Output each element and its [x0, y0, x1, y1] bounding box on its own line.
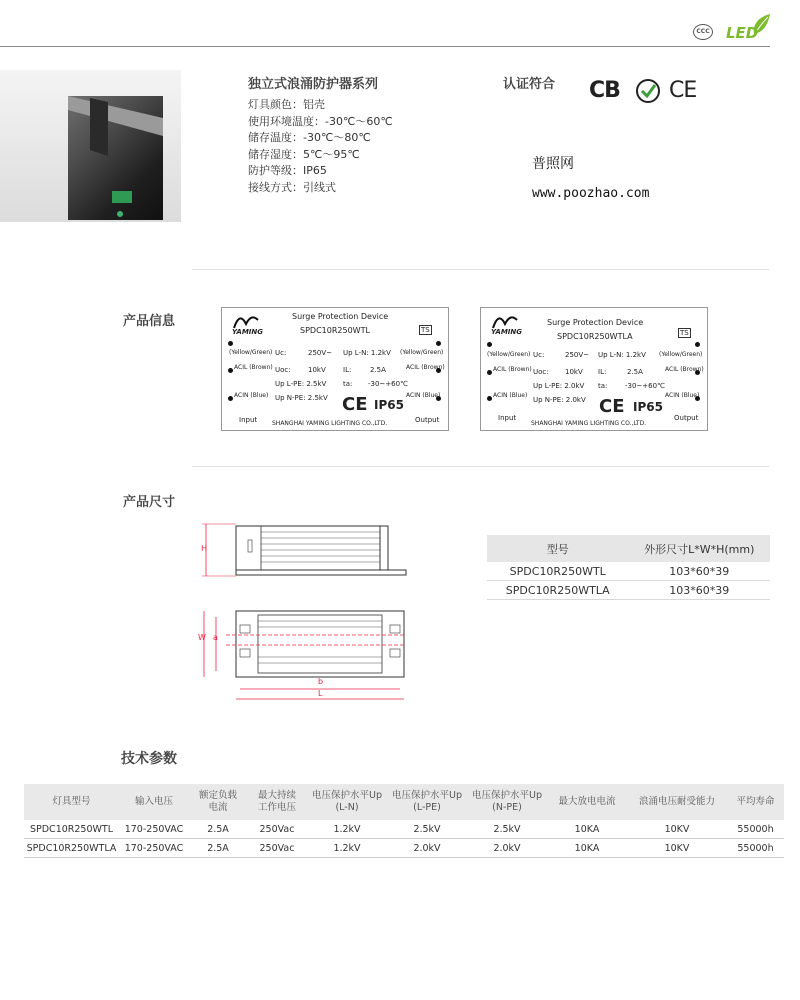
table-header: [189, 784, 247, 820]
header-line: 额定负载: [198, 790, 237, 801]
label-up-lpe: Up L-PE: 2.0kV: [533, 382, 585, 390]
label-il: IL:: [343, 366, 352, 374]
product-photo: [0, 70, 181, 222]
label-up-ln: Up L-N: 1.2kV: [598, 351, 646, 359]
table-row: [24, 820, 784, 839]
tech-params-title: 技术参数: [121, 751, 177, 767]
header-line: 电压保护水平Up: [392, 790, 462, 801]
header-line: 灯具型号: [52, 796, 91, 807]
table-header: [627, 784, 727, 820]
label-uc: Uc:: [533, 351, 545, 359]
ccc-mark: CCC: [693, 24, 713, 40]
led-logo: [724, 12, 772, 44]
ce-mark: CE: [669, 78, 697, 103]
certification-title: 认证符合: [503, 77, 556, 92]
header-line: 工作电压: [257, 802, 296, 813]
watermark-name: 普照网: [532, 156, 574, 172]
watermark-url: www.poozhao.com: [532, 186, 650, 201]
table-cell: SPDC10R250WTLA: [24, 839, 119, 858]
pin-dot: [228, 368, 233, 373]
table-row: [487, 581, 770, 600]
dim-l-label: L: [318, 689, 323, 698]
label-ce: CE: [599, 396, 625, 417]
label-brand: YAMING: [491, 328, 522, 336]
label-uoc: Uoc:: [275, 366, 291, 374]
table-cell: 10KA: [547, 820, 627, 839]
spec-operating-temp: 使用环境温度：-30℃～60℃: [248, 114, 393, 128]
table-cell: 103*60*39: [629, 581, 771, 600]
table-cell: 55000h: [727, 820, 784, 839]
label-output: Output: [415, 416, 440, 424]
label-ta-value: -30~+60℃: [368, 380, 408, 388]
table-header: 型号: [487, 535, 629, 562]
label-pin: ACIN (Blue): [234, 392, 269, 399]
table-header: [307, 784, 387, 820]
product-label-wtl: [221, 307, 449, 431]
cb-mark: CB: [589, 78, 620, 103]
table-cell: 2.0kV: [467, 839, 547, 858]
label-ta: ta:: [598, 382, 608, 390]
pin-dot: [228, 396, 233, 401]
table-header: [467, 784, 547, 820]
label-up-lpe: Up L-PE: 2.5kV: [275, 380, 327, 388]
label-title: Surge Protection Device: [547, 318, 644, 327]
header-line: 最大持续: [257, 790, 296, 801]
label-pin: ACIN (Blue): [406, 392, 441, 399]
dimensions-title: 产品尺寸: [123, 495, 176, 510]
table-cell: 55000h: [727, 839, 784, 858]
dim-a-label: a: [213, 633, 218, 642]
header-line: (L-PE): [413, 802, 441, 813]
table-cell: 2.0kV: [387, 839, 467, 858]
header-line: 输入电压: [134, 796, 173, 807]
header-line: (L-N): [335, 802, 359, 813]
label-ts: TS: [421, 326, 430, 334]
label-input: Input: [239, 416, 258, 424]
label-pin: (Yellow/Green): [400, 349, 444, 356]
table-cell: 170-250VAC: [119, 839, 189, 858]
label-ce: CE: [342, 394, 368, 415]
pin-dot: [487, 342, 492, 347]
header-line: (N-PE): [492, 802, 522, 813]
table-header: [547, 784, 627, 820]
label-pin: ACIL (Brown): [493, 366, 532, 373]
spec-storage-temp: 储存温度：-30℃～80℃: [248, 131, 371, 144]
label-pin: ACIN (Blue): [665, 392, 700, 399]
table-row: [487, 562, 770, 581]
pin-dot: [487, 396, 492, 401]
label-maker: SHANGHAI YAMING LIGHTING CO.,LTD.: [531, 420, 647, 427]
label-up-ln: Up L-N: 1.2kV: [343, 349, 391, 357]
table-cell: SPDC10R250WTLA: [487, 581, 629, 600]
table-cell: 2.5A: [189, 820, 247, 839]
spec-shell-color: 灯具颜色：铝壳: [248, 98, 325, 111]
label-output: Output: [674, 414, 699, 422]
label-uc-value: 250V~: [565, 351, 590, 359]
table-header: 外形尺寸L*W*H(mm): [629, 535, 771, 562]
table-cell: 2.5kV: [387, 820, 467, 839]
header-divider: [0, 46, 770, 47]
label-il-value: 2.5A: [627, 368, 643, 376]
header-line: 电流: [208, 802, 228, 813]
dimension-table: [487, 535, 770, 600]
table-cell: 10KV: [627, 820, 727, 839]
section-divider: [192, 466, 769, 467]
label-uc: Uc:: [275, 349, 287, 357]
label-ip: IP65: [633, 400, 663, 414]
label-up-npe: Up N-PE: 2.5kV: [275, 394, 328, 402]
label-ta-value: -30~+60℃: [625, 382, 665, 390]
table-header: [119, 784, 189, 820]
section-divider: [192, 269, 769, 270]
check-mark-icon: [635, 78, 661, 104]
table-cell: 250Vac: [247, 839, 307, 858]
dim-b-label: b: [318, 677, 324, 686]
label-pin: ACIL (Brown): [665, 366, 704, 373]
label-pin: ACIL (Brown): [406, 364, 445, 371]
table-cell: 103*60*39: [629, 562, 771, 581]
table-header: [387, 784, 467, 820]
table-header-row: [487, 535, 770, 562]
table-header-row: [24, 784, 784, 820]
label-model: SPDC10R250WTLA: [557, 332, 633, 341]
label-uoc-value: 10kV: [308, 366, 326, 374]
table-cell: SPDC10R250WTL: [487, 562, 629, 581]
table-cell: 2.5A: [189, 839, 247, 858]
spec-protection-grade: 防护等级：IP65: [248, 164, 327, 177]
header-line: 最大放电电流: [558, 796, 616, 807]
label-il: IL:: [598, 368, 607, 376]
table-cell: 170-250VAC: [119, 820, 189, 839]
product-info-title: 产品信息: [123, 314, 176, 329]
header-line: 浪涌电压耐受能力: [638, 796, 715, 807]
surge-protector-image: [68, 96, 163, 220]
pin-dot: [436, 341, 441, 346]
table-cell: 10KV: [627, 839, 727, 858]
table-cell: 250Vac: [247, 820, 307, 839]
label-input: Input: [498, 414, 517, 422]
label-ta: ta:: [343, 380, 353, 388]
led-logo-text: LED: [726, 24, 759, 42]
table-cell: 1.2kV: [307, 839, 387, 858]
label-uc-value: 250V~: [308, 349, 333, 357]
spec-list: [248, 97, 393, 196]
label-title: Surge Protection Device: [292, 312, 389, 321]
label-model: SPDC10R250WTL: [300, 326, 370, 335]
product-label-wtla: [480, 307, 708, 431]
table-cell: 1.2kV: [307, 820, 387, 839]
label-ts: TS: [680, 329, 689, 337]
table-row: [24, 839, 784, 858]
series-title: 独立式浪涌防护器系列: [248, 77, 379, 92]
dim-h-label: H: [201, 544, 208, 553]
header-line: 电压保护水平Up: [472, 790, 542, 801]
spec-wiring: 接线方式：引线式: [248, 180, 336, 194]
spec-storage-humidity: 储存湿度：5℃～95℃: [248, 147, 360, 161]
header-line: 电压保护水平Up: [312, 790, 382, 801]
label-pin: ACIL (Brown): [234, 364, 273, 371]
label-ip: IP65: [374, 398, 404, 412]
pin-dot: [487, 370, 492, 375]
top-view-drawing: [196, 605, 411, 700]
header-line: 平均寿命: [736, 796, 775, 807]
label-pin: (Yellow/Green): [487, 351, 531, 358]
label-maker: SHANGHAI YAMING LIGHTING CO.,LTD.: [272, 420, 388, 427]
pin-dot: [695, 342, 700, 347]
side-view-drawing: [196, 520, 411, 580]
label-brand: YAMING: [232, 328, 263, 336]
table-cell: 2.5kV: [467, 820, 547, 839]
table-header: [727, 784, 784, 820]
label-uoc: Uoc:: [533, 368, 549, 376]
table-header: [24, 784, 119, 820]
pin-dot: [228, 341, 233, 346]
dim-w-label: W: [198, 633, 206, 642]
table-header: [247, 784, 307, 820]
label-uoc-value: 10kV: [565, 368, 583, 376]
label-up-npe: Up N-PE: 2.0kV: [533, 396, 586, 404]
label-pin: ACIN (Blue): [493, 392, 528, 399]
tech-params-table: [24, 784, 784, 858]
label-pin: (Yellow/Green): [229, 349, 273, 356]
table-cell: SPDC10R250WTL: [24, 820, 119, 839]
label-pin: (Yellow/Green): [659, 351, 703, 358]
label-il-value: 2.5A: [370, 366, 386, 374]
table-cell: 10KA: [547, 839, 627, 858]
